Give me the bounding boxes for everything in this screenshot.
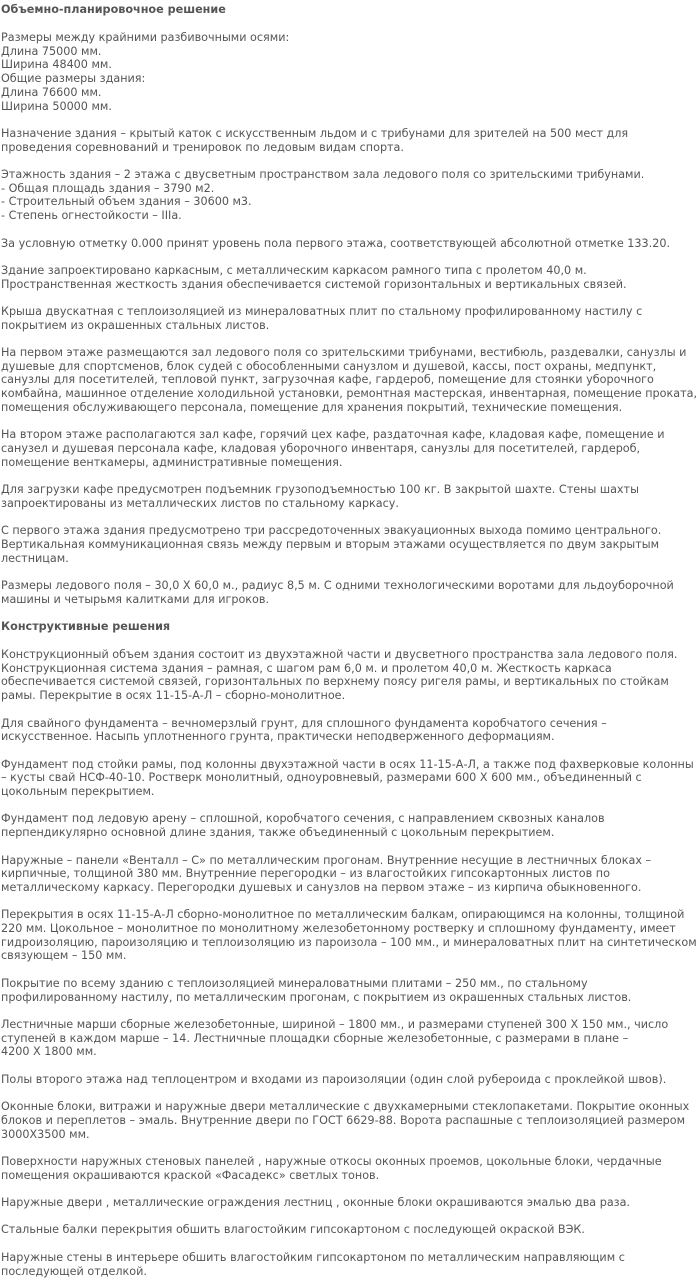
paragraph-exits: С первого этажа здания предусмотрено три рассредоточенных эвакуационных выхода помимо центрального. Вертикальная коммуникационная связь между первым и вторым этажами осуществляется по двум закрытым лестницам. (1, 524, 662, 565)
paragraph-enamel: Наружные двери , металлические ограждения лестниц , оконные блоки окрашиваются эмалью два раза. (1, 1196, 631, 1210)
paragraph-ice-field: Размеры ледового поля – 30,0 Х 60,0 м., радиус 8,5 м. С одними технологическими воротами для льдоуборочной машины и четырьмя калитками для игроков. (1, 578, 674, 606)
paragraph-lift: Для загрузки кафе предусмотрен подъемник грузоподъемностью 100 кг. В закрытой шахте. Стены шахты запроектированы из металлических листов по стальному каркасу. (1, 483, 639, 510)
paragraph-floors: Этажность здания – 2 этажа с двусветным пространством зала ледового поля со зрительскими трибунами. - Общая площадь здания – 3790 м2. - Строительный объем здания – 30600 м3. - Степень огнестойкости – IIIa. (1, 168, 645, 223)
paragraph-dimensions: Размеры между крайними разбивочными осями: Длина 75000 мм. Ширина 48400 мм. Общие размеры здания: Длина 76600 мм. Ширина 50000 мм. (1, 31, 290, 113)
paragraph-floors-second: Полы второго этажа над теплоцентром и входами из пароизоляции (один слой рубероида с проклейкой швов). (1, 1072, 667, 1086)
paragraph-pile-foundation: Для свайного фундамента – вечномерзлый грунт, для сплошного фундамента коробчатого сечения – искусственное. Насыпь уплотненного грунта, практически неподверженного деформациям. (1, 716, 607, 744)
paragraph-interior-walls: Наружные стены в интерьере обшить влагостойким гипсокартоном по металлическим направляющим с последующей отделкой. (1, 1250, 625, 1278)
paragraph-zero-mark: За условную отметку 0.000 принят уровень пола первого этажа, соответствующей абсолютной отметке 133.20. (1, 236, 670, 250)
paragraph-purpose: Назначение здания – крытый каток с искусственным льдом и с трибунами для зрителей на 500 мест для проведения соревнований и тренировок по ледовым видам спорта. (1, 126, 629, 154)
paragraph-stairs: Лестничные марши сборные железобетонные, шириной – 1800 мм., и размерами ступеней 300 Х 150 мм., число ступеней в каждом марше – 14. Лестничные площадки сборные железобетонные, с размерами в плане – 4200 Х 1800 мм. (1, 1017, 669, 1059)
paragraph-foundation-arena: Фундамент под ледовую арену – сплошной, коробчатого сечения, с направлением сквозных каналов перпендикулярно основной длине здания, также объединенный с цокольным перекрытием. (1, 812, 605, 840)
paragraph-beams: Стальные балки перекрытия обшить влагостойким гипсокартоном с последующей окраской ВЭК. (1, 1223, 585, 1237)
section-heading-planning: Объемно-планировочное решение (1, 3, 226, 16)
paragraph-slabs: Перекрытия в осях 11-15-А-Л сборно-монолитное по металлическим балкам, опирающимся на колонны, толщиной 220 мм. Цокольное – монолитное по монолитному железобетонному ростверку и сплошному фундаменту, имеет гидроизоляцию, пароизоляцию и теплоизоляцию из пароизола – 100 мм., и минераловатных плит на синтетическом связующем – 150 мм. (1, 908, 697, 963)
paragraph-foundation-columns: Фундамент под стойки рамы, под колонны двухэтажной части в осях 11-15-А-Л, а также под фахверковые колонны – кусты свай НСФ-40-10. Ростверк монолитный, одноуровневый, размерами 600 Х 600 мм., объединенный с цокольным перекрытием. (1, 757, 694, 799)
paragraph-roof: Крыша двускатная с теплоизоляцией из минераловатных плит по стальному профилированному настилу с покрытием из окрашенных стальных листов. (1, 304, 643, 332)
section-planning (1, 3, 699, 606)
paragraph-structure: Конструкционный объем здания состоит из двухэтажной части и двусветного пространства зала ледового поля. Конструкционная система здания – рамная, с шагом рам 6,0 м. и пролетом 40,0 м. Жесткость каркаса обеспечивается системой связей, горизонтальных по верхнему поясу ригеля рамы, и вертикальных по стойкам рамы. Перекрытие в осях 11-15-А-Л – сборно-монолитное. (1, 648, 678, 703)
paragraph-second-floor: На втором этаже располагаются зал кафе, горячий цех кафе, раздаточная кафе, кладовая кафе, помещение и санузел и душевая персонала кафе, кладовая уборочного инвентаря, санузлы для посетителей, гардероб, помещение венткамеры, административные помещения. (1, 428, 665, 469)
paragraph-walls: Наружные – панели «Венталл – С» по металлическим прогонам. Внутренние несущие в лестничных блоках – кирпичные, толщиной 380 мм. Внутренние перегородки – из влагостойких гипсокартонных листов по металлическому каркасу. Перегородки душевых и санузлов на первом этаже – из кирпича обыкновенного. (1, 853, 652, 894)
paragraph-roofing: Покрытие по всему зданию с теплоизоляцией минераловатными плитами – 250 мм., по стальному профилированному настилу, по металлическим прогонам, с покрытием из окрашенных стальных листов. (1, 976, 632, 1004)
section-constructive (1, 620, 699, 1278)
paragraph-windows: Оконные блоки, витражи и наружные двери металлические с двухкамерными стеклопакетами. Покрытие оконных блоков и переплетов – эмаль. Внутренние двери по ГОСТ 6629-88. Ворота распашные с теплоизоляцией размером 3000Х3500 мм. (1, 1100, 690, 1141)
paragraph-first-floor: На первом этаже размещаются зал ледового поля со зрительскими трибунами, вестибюль, раздевалки, санузлы и душевые для спортсменов, блок судей с обособленными санузлом и душевой, кассы, пост охраны, медпункт, санузлы для посетителей, тепловой пункт, загрузочная кафе, гардероб, помещение для стоянки уборочного комбайна, машинное отделение холодильной установки, ремонтная мастерская, инвентарная, помещение проката, помещения обслуживающего персонала, помещение для хранения покрытий, технические помещения. (1, 346, 698, 414)
paragraph-facade-paint: Поверхности наружных стеновых панелей , наружные откосы оконных проемов, цокольные блоки, чердачные помещения окрашиваются краской «Фасадекс» светлых тонов. (1, 1154, 662, 1182)
paragraph-frame: Здание запроектировано каркасным, с металлическим каркасом рамного типа с пролетом 40,0 м. Пространственная жесткость здания обеспечивается системой горизонтальных и вертикальных связей. (1, 263, 627, 291)
section-heading-constructive: Конструктивные решения (1, 620, 171, 634)
